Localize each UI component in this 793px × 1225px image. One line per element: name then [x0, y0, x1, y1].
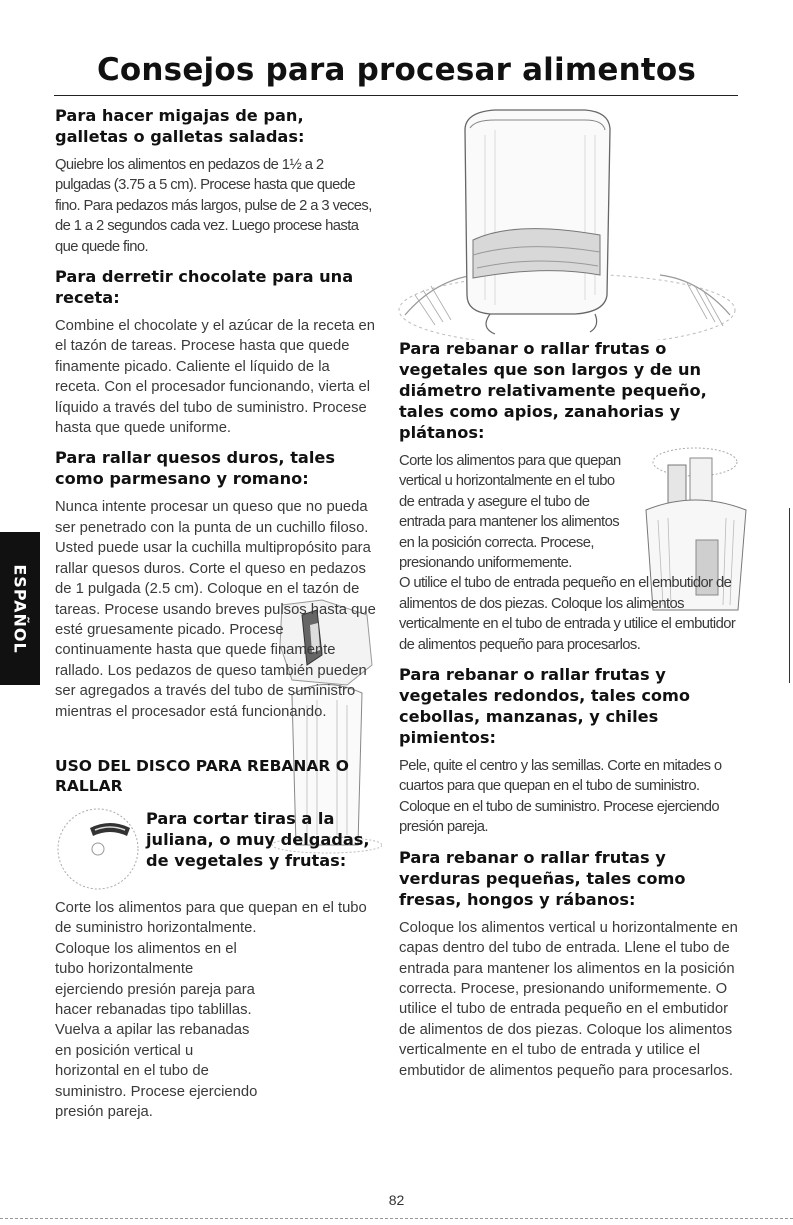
section-body-wide: Corte los alimentos para que quepan en el tubo de suministro horizontalmente.: [55, 899, 367, 937]
section-heading: Para rebanar o rallar frutas o vegetales que son largos y de un diámetro relativamente pequeño, tales como apios, zanahorias y plátanos:: [399, 339, 707, 442]
disc-usage-heading: USO DEL DISCO PARA REBANAR O RALLAR: [55, 756, 349, 795]
feed-tube-illustration: [395, 100, 740, 340]
section-body-narrow: Corte los alimentos para que quepan vertical u horizontalmente en el tubo de entrada y asegure el tubo de entrada para mantener los alimentos en la posición correcta. Procese, presionando uniformemente.: [399, 453, 621, 572]
section-body: Nunca intente procesar un queso que no pueda ser penetrado con la punta de un cuchillo filoso. Usted puede usar la cuchilla multipropósito para rallar quesos duros. Corte el queso en pedazos de 1 pulgada (2.5 cm). Coloque en el tazón de tareas. Procese usando breves pulsos hasta que esté gruesamente picado. Procese continuamente hasta que quede finamente rallado. Los pedazos de queso también pueden ser agregados a través del tubo de suministro mientras el procesador está funcionando.: [55, 499, 376, 720]
right-column: [399, 338, 741, 1090]
section-body: Combine el chocolate y el azúcar de la receta en el tazón de tareas. Procese hasta que quede finamente picado. Caliente el líquido de la receta. Con el procesador funcionando, vierta el líquido a través del tubo de suministro. Procese hasta que quede uniforme.: [55, 318, 375, 437]
section-grate-cheese: [55, 447, 377, 721]
left-column: [55, 105, 377, 1131]
section-bread-crumbs: [55, 105, 377, 257]
section-heading: Para rebanar o rallar frutas y verduras pequeñas, tales como fresas, hongos y rábanos:: [399, 847, 686, 909]
section-body: Coloque los alimentos vertical u horizontalmente en capas dentro del tubo de entrada. Llene el tubo de entrada para mantener los alimentos en la posición correcta. Procese, presionando uniformemente. O utilice el tubo de entrada pequeño en el embutidor de alimentos de dos piezas. Coloque los alimentos verticalmente en el tubo de entrada y utilice el embutidor de alimentos pequeño para procesarlos.: [399, 919, 738, 1079]
title-rule: [54, 95, 738, 96]
section-long-vegetables: [399, 338, 741, 655]
language-side-tab: [0, 532, 40, 685]
language-label: ESPAÑOL: [10, 563, 30, 654]
page-title: Consejos para procesar alimentos: [96, 52, 697, 88]
section-round-vegetables: [399, 664, 741, 838]
section-small-vegetables: [399, 847, 741, 1081]
bottom-border: [0, 1218, 793, 1219]
section-heading: Para cortar tiras a la juliana, o muy delgadas, de vegetales y frutas:: [146, 808, 370, 870]
page-number: 82: [388, 1192, 405, 1208]
edge-line: [789, 508, 790, 683]
section-melt-chocolate: [55, 266, 377, 438]
section-body: Quiebre los alimentos en pedazos de 1½ a 2 pulgadas (3.75 a 5 cm). Procese hasta que quede fino. Para pedazos más largos, pulse de 2 a 3 veces, de 1 a 2 segundos cada vez. Luego procese hasta que quede fino.: [55, 157, 372, 255]
section-heading: Para hacer migajas de pan, galletas o galletas saladas:: [55, 106, 305, 146]
section-body-narrow: Coloque los alimentos en el tubo horizontalmente ejerciendo presión pareja para hacer rebanadas tipo tablillas. Vuelva a apilar las rebanadas en posición vertical u horizontal en el tubo de suministro. Procese ejerciendo presión pareja.: [55, 940, 258, 1120]
section-body-wide: O utilice el tubo de entrada pequeño en el embutidor de alimentos de dos piezas. Coloque los alimentos verticalmente en el tubo de entrada y utilice el embutidor de alimentos pequeño para procesarlos.: [399, 575, 736, 653]
section-heading: Para rebanar o rallar frutas y vegetales redondos, tales como cebollas, manzanas, y chiles pimientos:: [399, 665, 691, 748]
section-julienne-header: [55, 806, 377, 892]
section-body: Pele, quite el centro y las semillas. Corte en mitades o cuartos para que quepan en el tubo de suministro. Coloque en el tubo de suministro. Procese ejerciendo presión pareja.: [399, 758, 722, 836]
julienne-disc-icon: [55, 806, 141, 892]
section-heading: Para derretir chocolate para una receta:: [55, 267, 354, 308]
section-heading: Para rallar quesos duros, tales como parmesano y romano:: [55, 448, 336, 489]
